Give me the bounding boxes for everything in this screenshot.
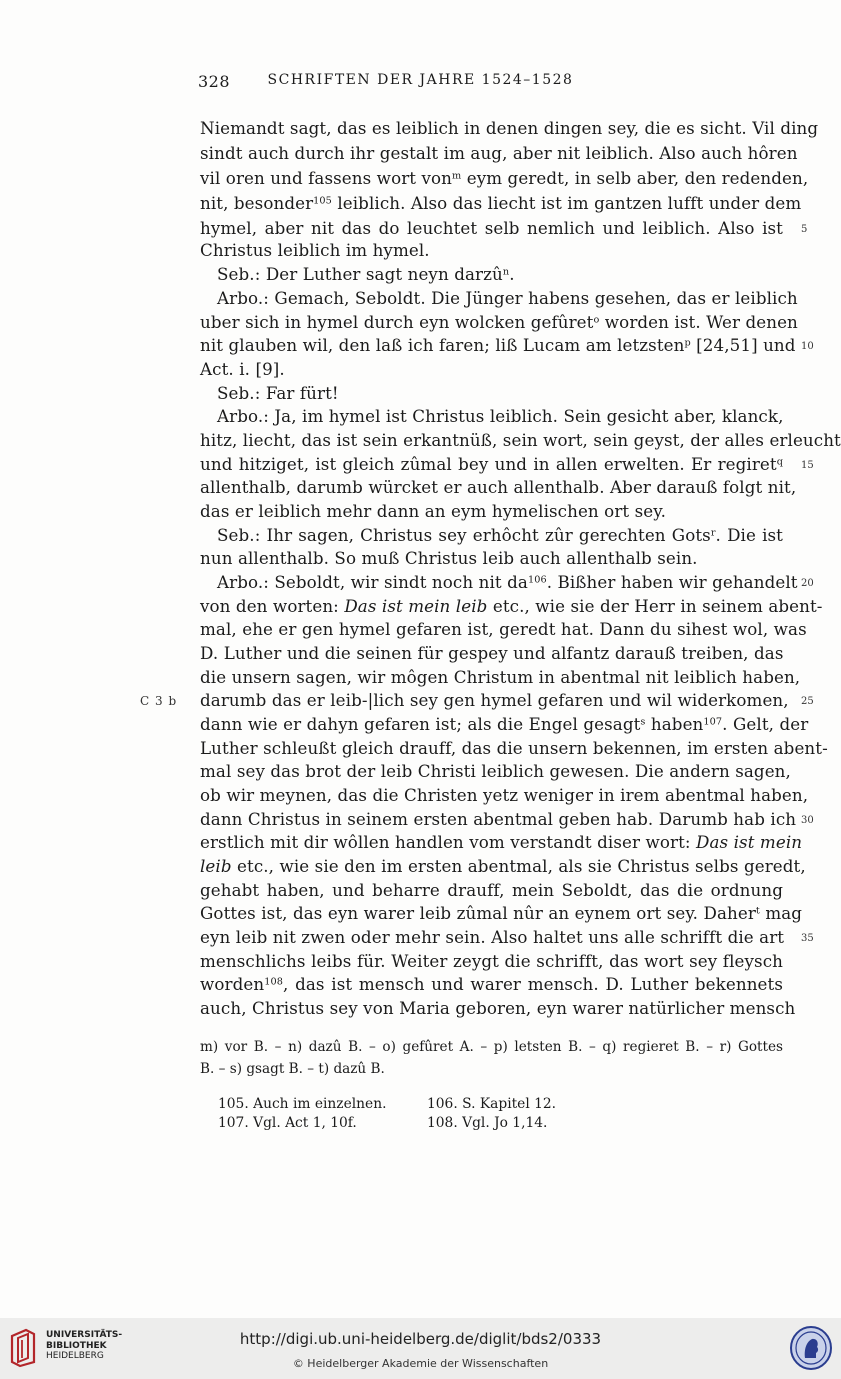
source-url-link[interactable]: http://digi.ub.uni-heidelberg.de/diglit/bds2/0333 <box>239 1330 602 1348</box>
page-number: 328 <box>198 72 231 91</box>
text-line: D. Luther und die seinen für gespey und alfantz darauß treiben, das <box>200 643 784 663</box>
text-line: auch, Christus sey von Maria geboren, eyn warer natürlicher mensch <box>200 998 796 1018</box>
text-line: hymel, aber nit das do leuchtet selb nemlich und leiblich. Also ist <box>200 218 783 238</box>
academy-seal-icon <box>788 1324 834 1372</box>
text-line: sindt auch durch ihr gestalt im aug, aber nit leiblich. Also auch hôren <box>200 143 798 163</box>
text-line: erstlich mit dir wôllen handlen vom verstandt diser wort: Das ist mein <box>200 832 803 852</box>
text-line: das er leiblich mehr dann an eym hymelischen ort sey. <box>200 501 666 521</box>
running-title: SCHRIFTEN DER JAHRE 1524–1528 <box>267 72 574 88</box>
line-number: 10 <box>801 341 814 352</box>
footnote: 107. Vgl. Act 1, 10f. <box>218 1115 357 1131</box>
text-line: mal, ehe er gen hymel gefaren ist, geredt hat. Dann du sihest wol, was <box>200 619 807 639</box>
text-line: darumb das er leib-|lich sey gen hymel gefaren und wil widerkomen, <box>200 690 789 710</box>
text-line: vil oren und fassens wort von$^m$ eym geredt, in selb aber, den redenden, <box>200 168 809 188</box>
text-line: leib etc., wie sie den im ersten abentmal, als sie Christus selbs geredt, <box>200 856 806 876</box>
text-line: die unsern sagen, wir môgen Christum in abentmal nit leiblich haben, <box>200 667 801 687</box>
apparatus-line: B. – s) gsagt B. – t) dazû B. <box>200 1061 385 1077</box>
text-line: mal sey das brot der leib Christi leiblich gewesen. Die andern sagen, <box>200 761 791 781</box>
text-line: dann wie er dahyn gefaren ist; als die Engel gesagt$^s$ haben$^{107}$. Gelt, der <box>200 714 809 734</box>
text-line: gehabt haben, und beharre drauff, mein Seboldt, das die ordnung <box>200 880 783 900</box>
text-line: eyn leib nit zwen oder mehr sein. Also haltet uns alle schrifft die art <box>200 927 785 947</box>
line-number: 25 <box>801 696 814 707</box>
text-line: worden$^{108}$, das ist mensch und warer mensch. D. Luther bekennets <box>200 974 783 994</box>
text-line: Gottes ist, das eyn warer leib zûmal nûr an eynem ort sey. Daher$^t$ mag <box>200 903 803 923</box>
copyright-notice: © Heidelberger Akademie der Wissenschaften <box>292 1357 549 1370</box>
line-number: 35 <box>801 933 814 944</box>
line-number: 5 <box>801 224 808 235</box>
text-line: Seb.: Far fürt! <box>217 383 339 403</box>
text-line: Arbo.: Gemach, Seboldt. Die Jünger habens gesehen, das er leiblich <box>217 288 798 308</box>
text-line: Luther schleußt gleich drauff, das die unsern bekennen, im ersten abent- <box>200 738 828 758</box>
line-number: 15 <box>801 460 814 471</box>
text-line: Arbo.: Ja, im hymel ist Christus leiblich. Sein gesicht aber, klanck, <box>217 406 784 426</box>
text-line: und hitziget, ist gleich zûmal bey und in allen erwelten. Er regiret$^q$ <box>200 454 783 474</box>
page-header <box>0 72 841 100</box>
text-line: Niemandt sagt, das es leiblich in denen dingen sey, die es sicht. Vil ding <box>200 118 819 138</box>
text-line: nit glauben wil, den laß ich faren; liß Lucam am letzsten$^p$ [24,51] und <box>200 335 796 355</box>
line-number: 30 <box>801 815 814 826</box>
text-line: menschlichs leibs für. Weiter zeygt die schrifft, das wort sey fleysch <box>200 951 783 971</box>
text-line: von den worten: Das ist mein leib etc., wie sie der Herr in seinem abent- <box>200 596 823 616</box>
text-line: Arbo.: Seboldt, wir sindt noch nit $da^{106}$. Bißher haben wir gehandelt <box>217 572 798 592</box>
text-line: uber sich in hymel durch eyn wolcken gefûret$^o$ worden ist. Wer denen <box>200 312 798 332</box>
library-name: UNIVERSITÄTS- BIBLIOTHEK HEIDELBERG <box>46 1330 123 1361</box>
margin-note: C 3 b <box>140 694 178 708</box>
text-line: hitz, liecht, das ist sein erkantnüß, sein wort, sein geyst, der alles erleucht <box>200 430 841 450</box>
text-line: Christus leiblich im hymel. <box>200 240 430 260</box>
text-line: allenthalb, darumb würcket er auch allenthalb. Aber darauß folgt nit, <box>200 477 797 497</box>
text-line: nun allenthalb. So muß Christus leib auch allenthalb sein. <box>200 548 698 568</box>
footnote: 108. Vgl. Jo 1,14. <box>427 1115 548 1131</box>
apparatus-line: m) vor B. – n) dazû B. – o) gefûret A. – p) letsten B. – q) regieret B. – r) Gottes <box>200 1039 783 1055</box>
text-line: ob wir meynen, das die Christen yetz weniger in irem abentmal haben, <box>200 785 809 805</box>
critical-apparatus <box>200 1036 783 1080</box>
footnote: 105. Auch im einzelnen. <box>218 1096 387 1112</box>
text-line: Seb.: Der Luther sagt neyn darzû$^n$. <box>217 264 515 284</box>
text-line: Seb.: Ihr sagen, Christus sey erhôcht zûr gerechten Gots$^r$. Die ist <box>217 525 783 545</box>
text-line: dann Christus in seinem ersten abentmal geben hab. Darumb hab ich <box>200 809 797 829</box>
footer-bar <box>0 1318 841 1379</box>
text-line: Act. i. [9]. <box>200 359 285 379</box>
footnote: 106. S. Kapitel 12. <box>427 1096 557 1112</box>
text-line: nit, besonder$^{105}$ leiblich. Also das liecht ist im gantzen lufft under dem <box>200 193 802 213</box>
line-number: 20 <box>801 578 814 589</box>
